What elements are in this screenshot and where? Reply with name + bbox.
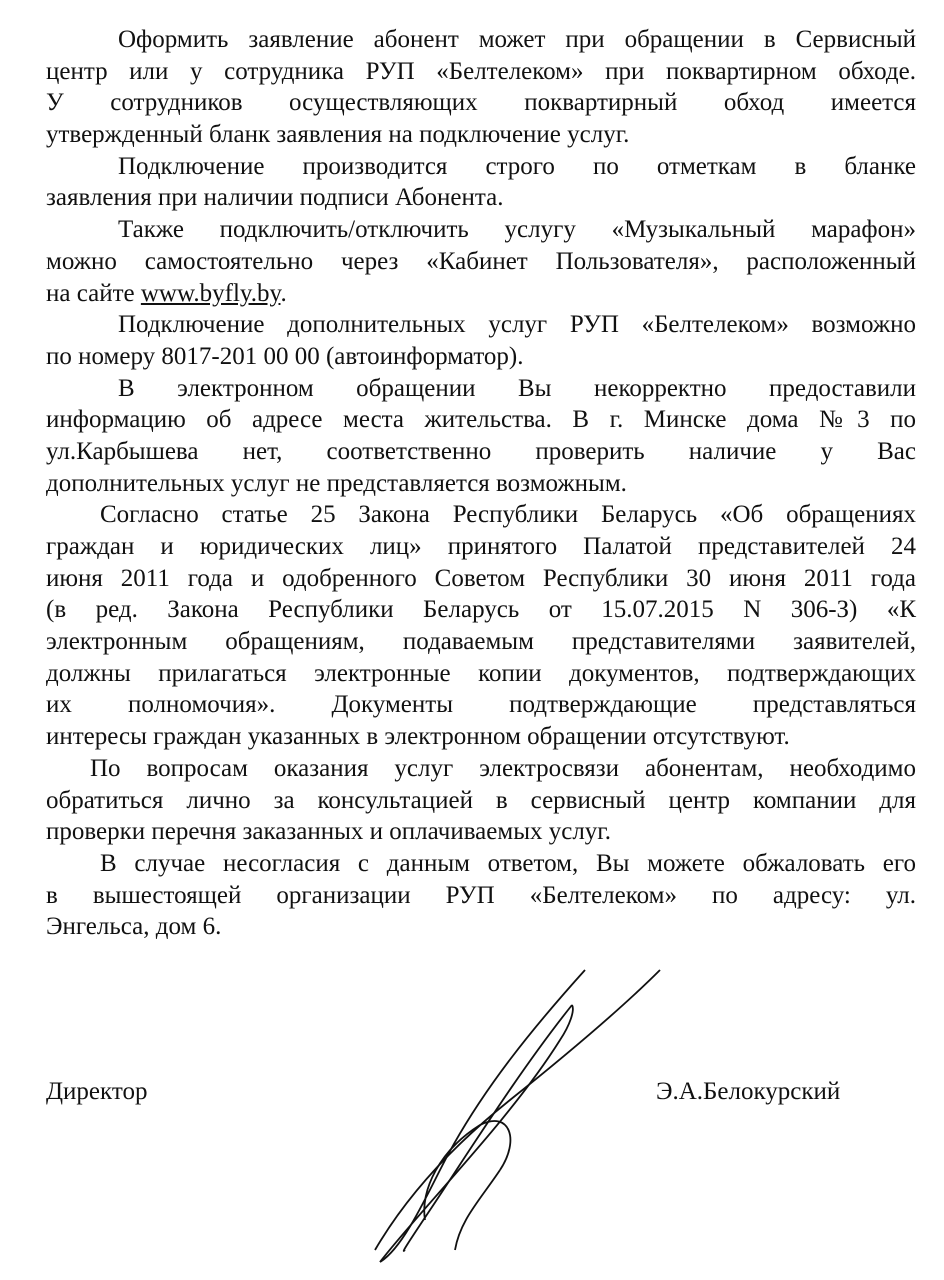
text-line: Также подключить/отключить услугу «Музыкальный марафон» [118, 216, 916, 244]
paragraph [46, 373, 916, 500]
text-line: центр или у сотрудника РУП «Белтелеком» при поквартирном обходе. [46, 57, 916, 85]
text-line: информацию об адресе места жительства. В г. Минске дома №3 по [46, 406, 916, 434]
text-line: в вышестоящей организации РУП «Белтелеком» по адресу: ул. [46, 881, 916, 909]
paragraph [46, 214, 916, 309]
text-line: утвержденный бланк заявления на подключение услуг. [46, 121, 630, 149]
text-line: на сайте www.byfly.by. [46, 279, 287, 307]
text-line: по номеру 8017-201 00 00 (автоинформатор). [46, 342, 524, 370]
paragraph [46, 848, 916, 943]
text-line: Энгельса, дом 6. [46, 913, 222, 941]
text-line: Подключение дополнительных услуг РУП «Белтелеком» возможно [118, 311, 916, 339]
paragraph [46, 309, 916, 372]
text-line: их полномочия». Документы подтверждающие представляться [46, 691, 916, 719]
text-line: Согласно статье 25 Закона Республики Беларусь «Об обращениях [100, 501, 916, 529]
paragraph [46, 499, 916, 753]
text-line: интересы граждан указанных в электронном обращении отсутствуют. [46, 723, 790, 751]
text-line: У сотрудников осуществляющих поквартирный обход имеется [46, 89, 916, 117]
text-line: проверки перечня заказанных и оплачиваемых услуг. [46, 818, 611, 846]
text-line: обратиться лично за консультацией в сервисный центр компании для [46, 786, 916, 814]
text-line: июня 2011 года и одобренного Советом Республики 30 июня 2011 года [46, 564, 916, 592]
website-link[interactable]: www.byfly.by [140, 279, 281, 307]
text-line: заявления при наличии подписи Абонента. [46, 184, 504, 212]
text-line: Подключение производится строго по отметкам в бланке [118, 152, 916, 180]
text-line: граждан и юридических лиц» принятого Палатой представителей 24 [46, 533, 916, 560]
text-line: (в ред. Закона Республики Беларусь от 15.07.2015 N 306-З) «К [46, 596, 916, 624]
signatory-position: Директор [46, 1078, 148, 1105]
text-line: В электронном обращении Вы некорректно предоставили [118, 374, 916, 402]
text-line: дополнительных услуг не представляется возможным. [46, 469, 627, 497]
text-line: должны прилагаться электронные копии документов, подтверждающих [46, 659, 916, 687]
handwritten-signature [360, 950, 680, 1270]
paragraph [46, 151, 916, 214]
text-line: электронным обращениям, подаваемым представителями заявителей, [46, 628, 916, 656]
paragraph [46, 753, 916, 848]
paragraph [46, 24, 916, 151]
text-line: ул.Карбышева нет, соответственно проверить наличие у Вас [46, 437, 916, 465]
letter-body [46, 24, 916, 943]
text-line: Оформить заявление абонент может при обращении в Сервисный [118, 26, 916, 53]
text-line: По вопросам оказания услуг электросвязи абонентам, необходимо [90, 754, 916, 782]
text-line: В случае несогласия с данным ответом, Вы можете обжаловать его [100, 849, 916, 877]
text-line: можно самостоятельно через «Кабинет Пользователя», расположенный [46, 247, 916, 275]
signatory-name: Э.А.Белокурский [656, 1078, 841, 1105]
